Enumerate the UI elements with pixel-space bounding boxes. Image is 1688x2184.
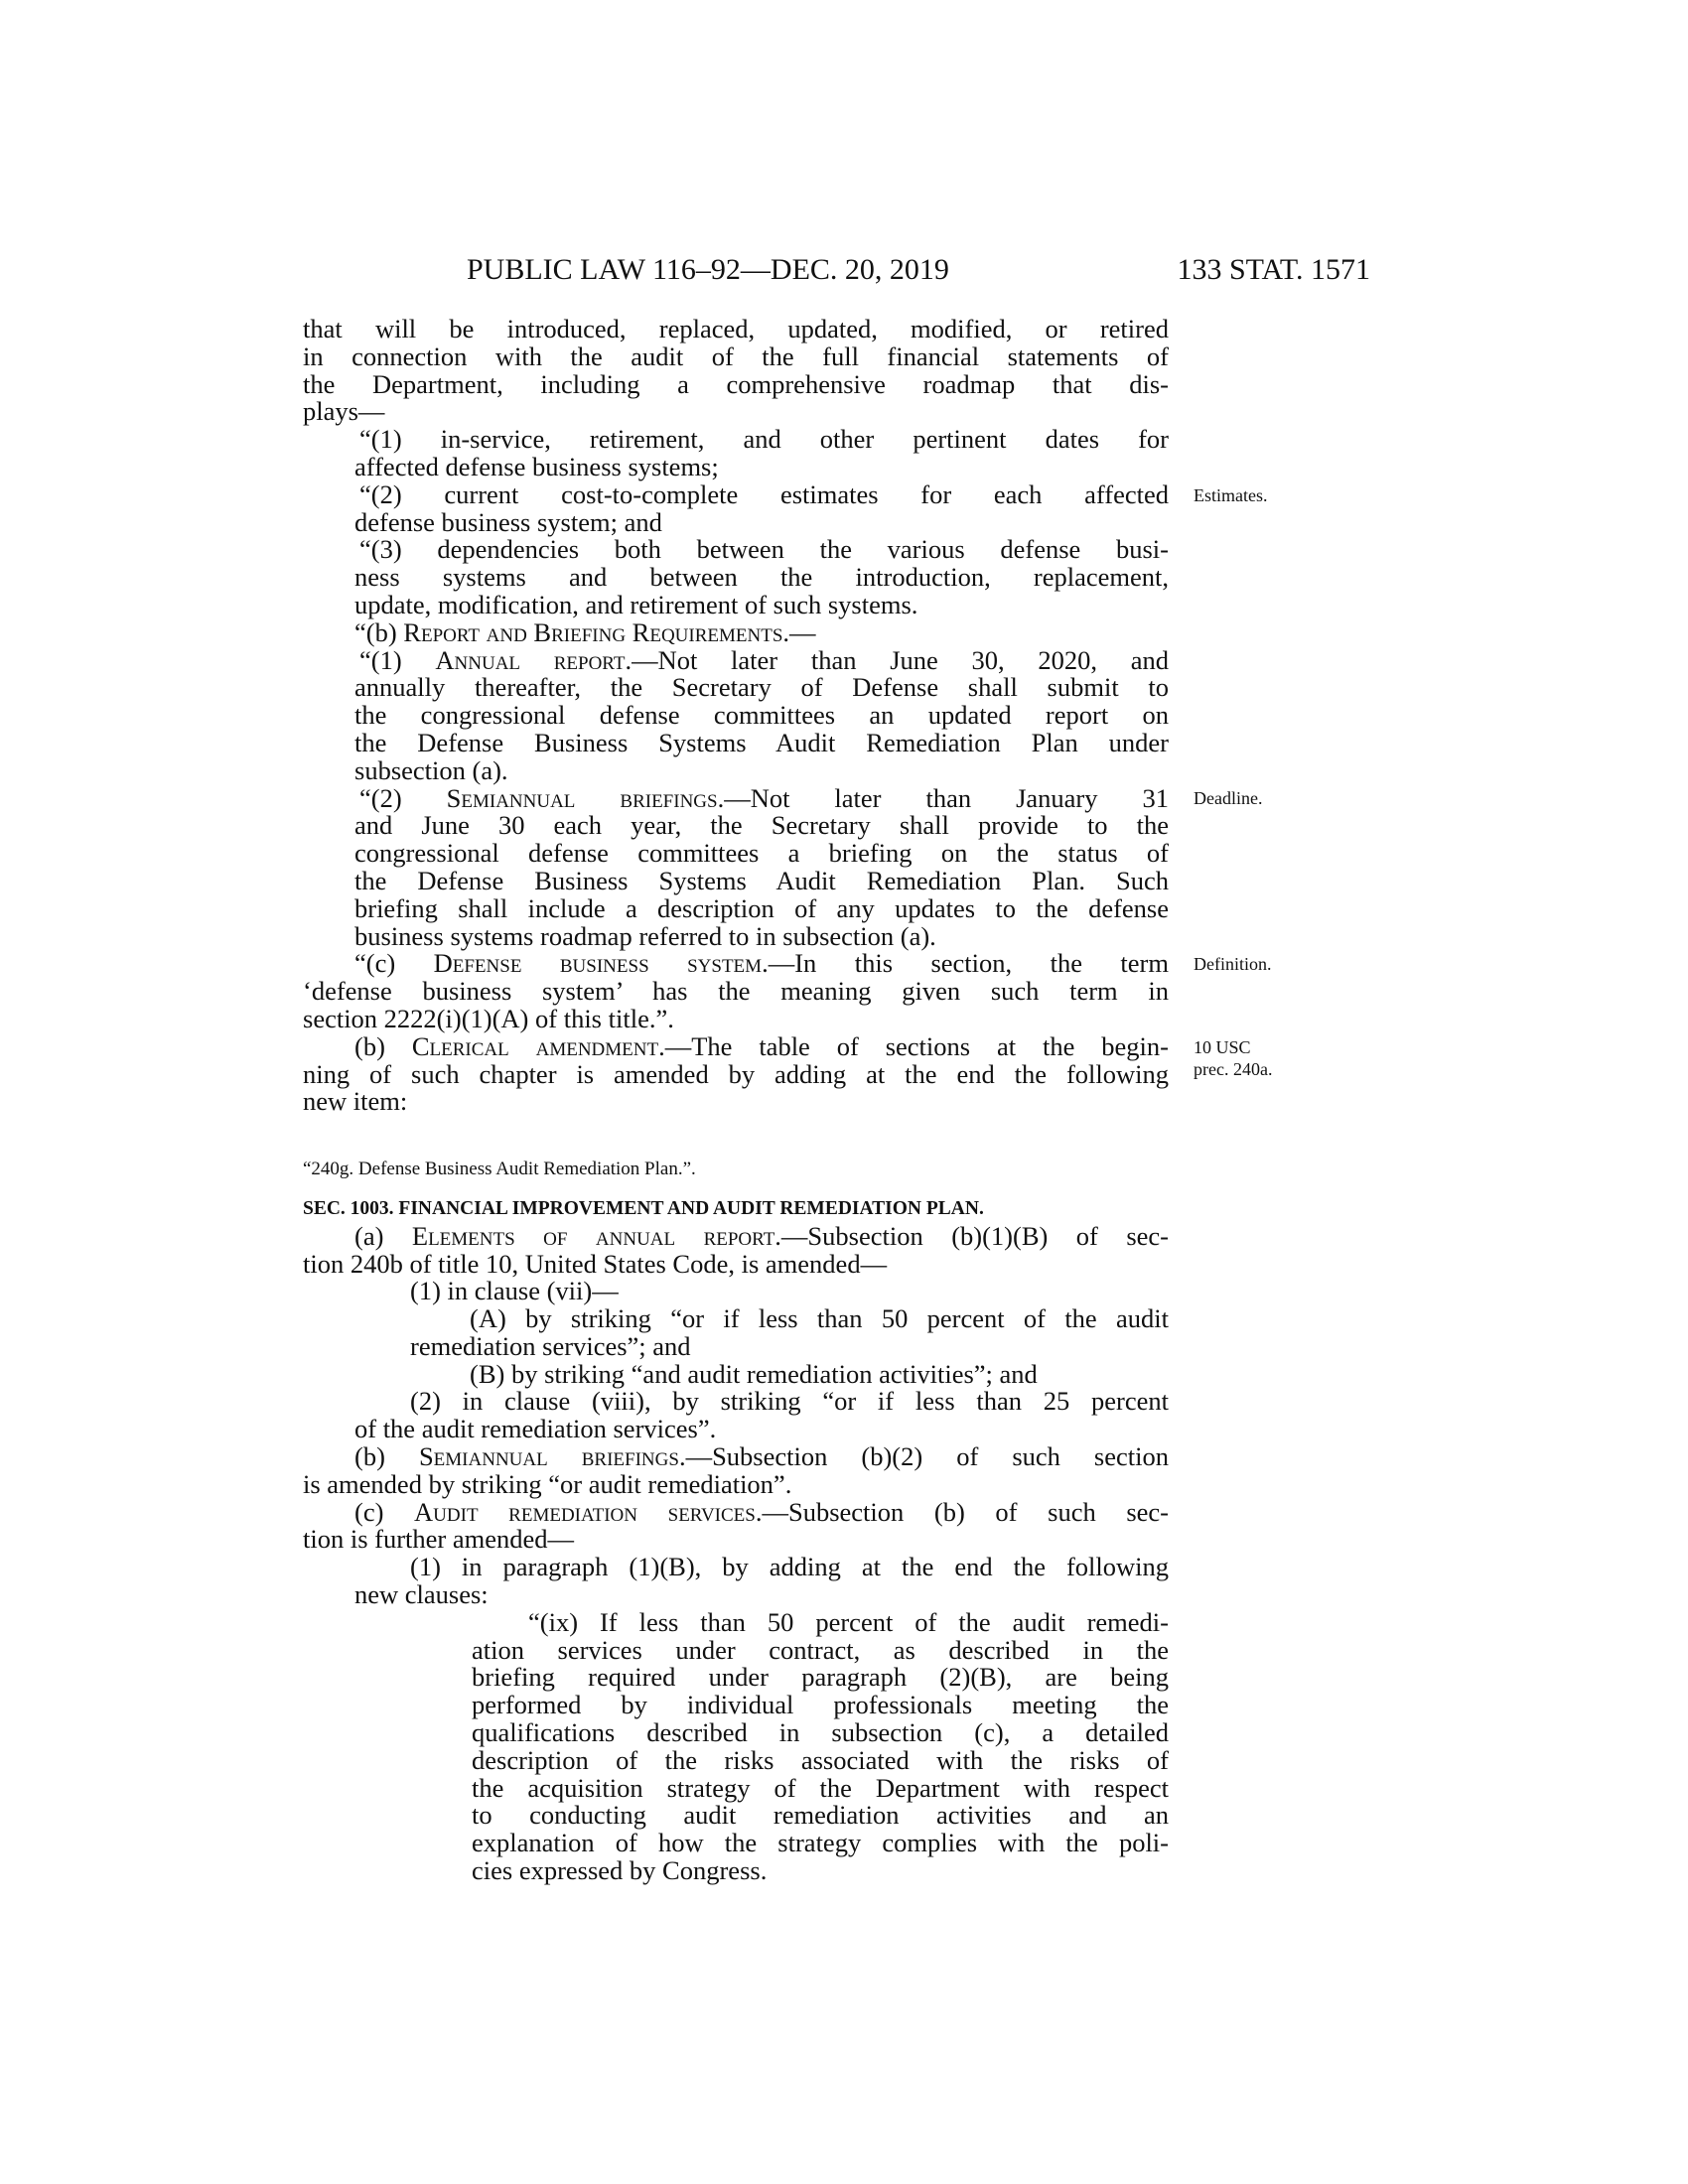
paragraph-b1-annual-report [303,644,1169,785]
paragraph-sc1 [303,1554,1169,1609]
clause-B: (B) by striking “and audit remediation activities”; and [470,1358,1038,1389]
clause-A [303,1305,1169,1361]
paragraph-sc-audit-remediation [303,1496,1169,1555]
text-line: “(3) dependencies both between the various defense busi- [359,534,1169,565]
text-line: section 2222(i)(1)(A) of this title.”. [303,1003,674,1033]
text-line: the acquisition strategy of the Department with respect [472,1772,1169,1803]
running-head: PUBLIC LAW 116–92—DEC. 20, 2019 [467,253,949,286]
text-line: “(2) current cost-to-complete estimates for each affected [359,478,1169,509]
margin-note-estimates: Estimates. [1194,485,1268,505]
paragraph-c-definition [303,950,1169,1032]
paragraph-roadmap [303,316,1169,426]
text-line: new clauses: [354,1579,489,1610]
paragraph-a1 [303,426,1169,481]
text-line: and June 30 each year, the Secretary shall provide to the [354,810,1169,841]
text-line: remediation services”; and [410,1330,691,1361]
margin-note-usc [1194,1036,1272,1080]
text-line: ation services under contract, as described in the [472,1634,1169,1665]
text-line: in connection with the audit of the full financial statements of [303,341,1169,371]
text-line: affected defense business systems; [354,451,719,481]
text-line: (1) in paragraph (1)(B), by adding at the end the following [410,1552,1169,1582]
text-line: subsection (a). [354,754,508,785]
page-header [467,253,1370,293]
text-line: ning of such chapter is amended by adding at the end the following [303,1058,1169,1089]
text-line: explanation of how the strategy complies with the poli- [472,1828,1169,1858]
margin-note-usc-line1: 10 USC [1194,1037,1251,1057]
paragraph-b2-semiannual-briefings [303,782,1169,951]
table-of-sections-item: “240g. Defense Business Audit Remediation Plan.”. [303,1159,696,1180]
paragraph-a2 [303,478,1169,537]
margin-note-definition: Definition. [1194,954,1272,974]
text-line: (b) Clerical amendment.—The table of sections at the begin- [354,1030,1169,1061]
text-line: “(1) in-service, retirement, and other pertinent dates for [359,424,1169,455]
text-line: qualifications described in subsection (c), a detailed [472,1717,1169,1748]
text-line: briefing shall include a description of any updates to the defense [354,892,1169,923]
text-line: ‘defense business system’ has the meaning given such term in [303,976,1169,1007]
text-line: the congressional defense committees an updated report on [354,700,1169,731]
text-line: tion 240b of title 10, United States Code, is amended— [303,1248,888,1279]
text-line: the Defense Business Systems Audit Remediation Plan under [354,727,1169,757]
text-line: (a) Elements of annual report.—Subsection (b)(1)(B) of sec- [354,1220,1169,1251]
text-line: update, modification, and retirement of such systems. [354,589,918,619]
text-line: “(ix) If less than 50 percent of the audit remedi- [528,1606,1169,1637]
paragraph-sb-semiannual [303,1443,1169,1499]
margin-note-usc-line2: prec. 240a. [1194,1059,1273,1079]
text-line: the Defense Business Systems Audit Remediation Plan. Such [354,865,1169,895]
text-line: (c) Audit remediation services.—Subsection (b) of such sec- [354,1496,1169,1527]
text-line: is amended by striking “or audit remediation”. [303,1468,792,1499]
text-line: cies expressed by Congress. [472,1855,768,1886]
text-line: the Department, including a comprehensive roadmap that dis- [303,368,1169,399]
text-line: briefing required under paragraph (2)(B), are being [472,1662,1169,1693]
text-line: “(c) Defense business system.—In this section, the term [354,948,1169,979]
section-heading: SEC. 1003. FINANCIAL IMPROVEMENT AND AUDIT REMEDIATION PLAN. [303,1197,984,1219]
margin-note-deadline: Deadline. [1194,788,1263,808]
text-line: that will be introduced, replaced, updated, modified, or retired [303,314,1169,343]
clause-vii: (1) in clause (vii)— [410,1276,619,1306]
text-line: “(2) Semiannual briefings.—Not later than January 31 [359,782,1169,813]
clause-ix [303,1606,1169,1886]
clause-viii [303,1388,1169,1443]
text-line: ness systems and between the introduction, replacement, [354,562,1169,593]
subsection-b-heading: “(b) Report and Briefing Requirements.— [354,616,816,647]
text-line: (2) in clause (viii), by striking “or if less than 25 percent [410,1386,1169,1417]
text-line: congressional defense committees a briefing on the status of [354,838,1169,869]
text-line: “(1) Annual report.—Not later than June 30, 2020, and [359,644,1169,675]
stat-page-number: 133 STAT. 1571 [1177,253,1370,286]
text-line: description of the risks associated with the risks of [472,1744,1169,1775]
paragraph-a3 [303,536,1169,618]
text-line: (b) Semiannual briefings.—Subsection (b)(2) of such section [354,1441,1169,1472]
text-line: (A) by striking “or if less than 50 percent of the audit [470,1303,1169,1334]
text-line: annually thereafter, the Secretary of Defense shall submit to [354,672,1169,703]
text-line: plays— [303,396,385,427]
paragraph-sa-elements [303,1220,1169,1279]
document-body [303,316,1169,1885]
text-line: new item: [303,1086,408,1117]
text-line: of the audit remediation services”. [354,1414,717,1444]
text-line: business systems roadmap referred to in subsection (a). [354,920,936,951]
text-line: tion is further amended— [303,1524,575,1555]
text-line: to conducting audit remediation activities and an [472,1800,1169,1831]
paragraph-clerical-amendment [303,1030,1169,1117]
text-line: defense business system; and [354,506,662,537]
text-line: performed by individual professionals meeting the [472,1690,1169,1720]
